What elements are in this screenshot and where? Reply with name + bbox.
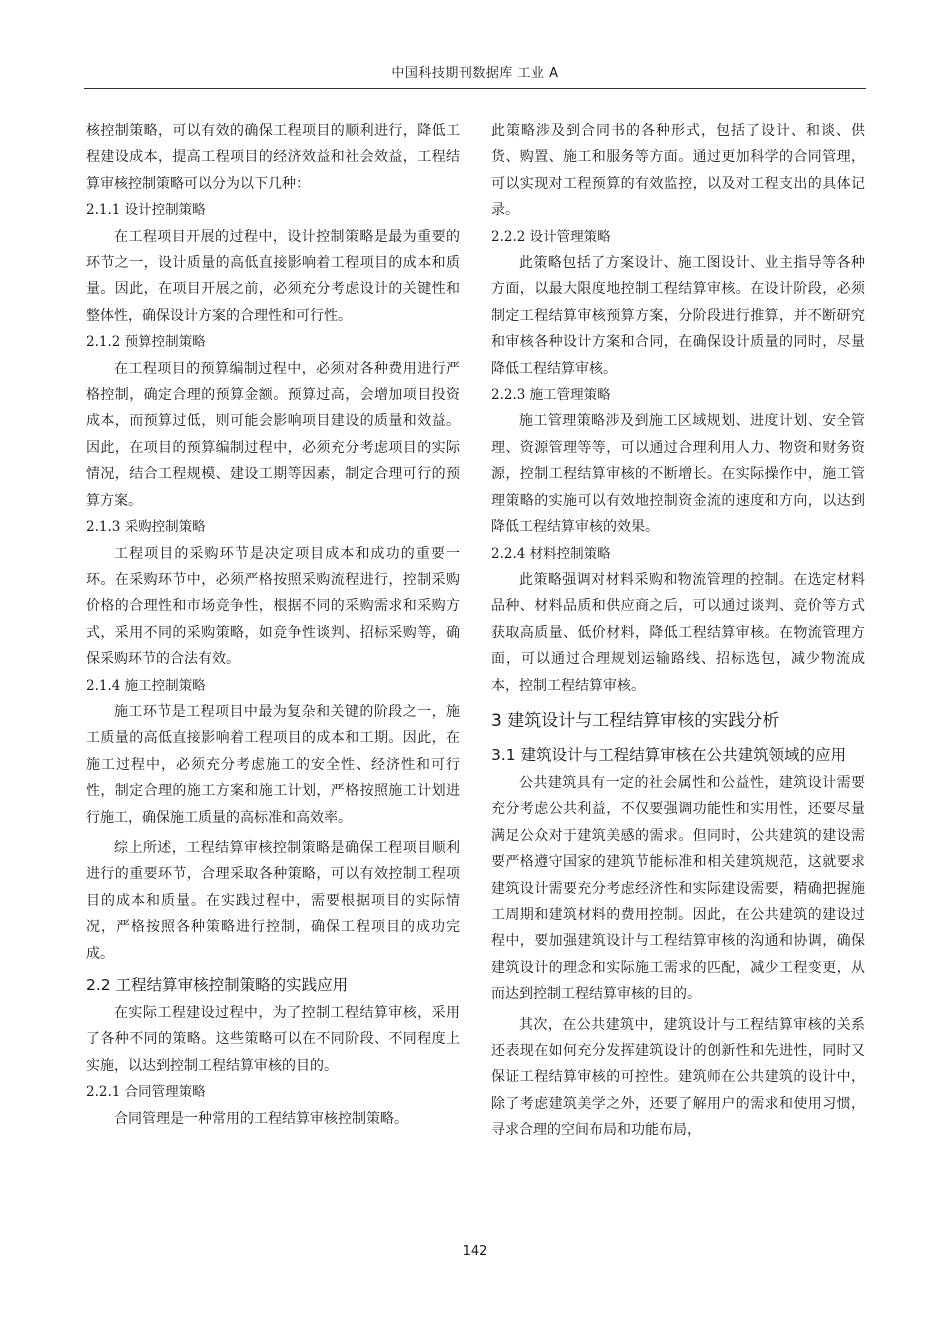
heading-2-1-1: 2.1.1 设计控制策略 bbox=[86, 202, 206, 219]
paragraph-material-control: 此策略强调对材料采购和物流管理的控制。在选定材料品种、材料品质和供应商之后，可以通过谈判、竞价等方式获取高质量、低价材料，降低工程结算审核。在物流管理方面，可以通过合理规划运输路线、招标选包，减少物流成本，控制工程结算审核。 bbox=[491, 571, 865, 694]
paragraph-public-buildings-second: 其次，在公共建筑中，建筑设计与工程结算审核的关系还表现在如何充分发挥建筑设计的创新性和先进性，同时又保证工程结算审核的可控性。建筑师在公共建筑的设计中，除了考虑建筑美学之外，还要了解用户的需求和使用习惯，寻求合理的空间布局和功能布局， bbox=[491, 1016, 865, 1139]
paragraph-procurement-control: 工程项目的采购环节是决定项目成本和成功的重要一环。在采购环节中，必须严格按照采购流程进行，控制采购价格的合理性和市场竞争性，根据不同的采购需求和采购方式，采用不同的采购策略，如竞争性谈判、招标采购等，确保采购环节的合法有效。 bbox=[86, 545, 460, 668]
heading-2-2: 2.2 工程结算审核控制策略的实践应用 bbox=[86, 976, 349, 994]
journal-header: 中国科技期刊数据库 工业 A bbox=[391, 66, 559, 81]
page-number: 142 bbox=[462, 1244, 488, 1259]
header-rule bbox=[84, 88, 866, 89]
paragraph-contract-management-continued: 此策略涉及到合同书的各种形式，包括了设计、和谈、供货、购置、施工和服务等方面。通过更加科学的合同管理，可以实现对工程预算的有效监控，以及对工程支出的具体记录。 bbox=[491, 123, 865, 219]
paragraph-summary: 综上所述，工程结算审核控制策略是确保工程项目顺利进行的重要环节，合理采取各种策略，可以有效控制工程项目的成本和质量。在实践过程中，需要根据项目的实际情况，严格按照各种策略进行控制，确保工程项目的成功完成。 bbox=[86, 839, 460, 962]
heading-2-1-4: 2.1.4 施工控制策略 bbox=[86, 677, 206, 694]
paragraph-practice: 在实际工程建设过程中，为了控制工程结算审核，采用了各种不同的策略。这些策略可以在不同阶段、不同程度上实施，以达到控制工程结算审核的目的。 bbox=[86, 1005, 460, 1074]
heading-2-2-4: 2.2.4 材料控制策略 bbox=[491, 545, 611, 562]
left-column bbox=[86, 118, 460, 1132]
heading-3-1: 3.1 建筑设计与工程结算审核在公共建筑领域的应用 bbox=[491, 745, 847, 764]
heading-2-2-3: 2.2.3 施工管理策略 bbox=[491, 387, 611, 404]
heading-2-2-2: 2.2.2 设计管理策略 bbox=[491, 228, 611, 245]
heading-2-1-2: 2.1.2 预算控制策略 bbox=[86, 334, 206, 351]
paragraph-public-buildings: 公共建筑具有一定的社会属性和公益性，建筑设计需要充分考虑公共利益，不仅要强调功能性和实用性，还要尽量满足公众对于建筑美感的需求。但同时，公共建筑的建设需要严格遵守国家的建筑节能标准和相关建筑规范，这就要求建筑设计需要充分考虑经济性和实际建设需要，精确把握施工周期和建筑材料的费用控制。因此，在公共建筑的建设过程中，要加强建筑设计与工程结算审核的沟通和协调，确保建筑设计的理念和实际施工需求的匹配，减少工程变更，从而达到控制工程结算审核的目的。 bbox=[491, 774, 865, 1003]
paragraph-contract-management: 合同管理是一种常用的工程结算审核控制策略。 bbox=[114, 1110, 408, 1127]
paragraph-design-control: 在工程项目开展的过程中，设计控制策略是最为重要的环节之一，设计质量的高低直接影响着工程项目的成本和质量。因此，在项目开展之前，必须充分考虑设计的关键性和整体性，确保设计方案的合理性和可行性。 bbox=[86, 228, 460, 324]
paragraph-construction-control: 施工环节是工程项目中最为复杂和关键的阶段之一，施工质量的高低直接影响着工程项目的成本和工期。因此，在施工过程中，必须充分考虑施工的安全性、经济性和可行性，制定合理的施工方案和施工计划，严格按照施工计划进行施工，确保施工质量的高标准和高效率。 bbox=[86, 703, 460, 826]
paragraph-budget-control: 在工程项目的预算编制过程中，必须对各种费用进行严格控制，确定合理的预算金额。预算过高，会增加项目投资成本，而预算过低，则可能会影响项目建设的质量和效益。因此，在项目的预算编制过程中，必须充分考虑项目的实际情况，结合工程规模、建设工期等因素，制定合理可行的预算方案。 bbox=[86, 360, 460, 509]
paragraph-intro-continued: 核控制策略，可以有效的确保工程项目的顺利进行，降低工程建设成本，提高工程项目的经济效益和社会效益，工程结算审核控制策略可以分为以下几种： bbox=[86, 123, 460, 192]
heading-2-1-3: 2.1.3 采购控制策略 bbox=[86, 519, 206, 536]
heading-2-2-1: 2.2.1 合同管理策略 bbox=[86, 1084, 206, 1101]
paragraph-design-management: 此策略包括了方案设计、施工图设计、业主指导等各种方面，以最大限度地控制工程结算审核。在设计阶段，必须制定工程结算审核预算方案，分阶段进行推算，并不断研究和审核各种设计方案和合同，在确保设计质量的同时，尽量降低工程结算审核。 bbox=[491, 255, 865, 377]
paragraph-construction-management: 施工管理策略涉及到施工区域规划、进度计划、安全管理、资源管理等等，可以通过合理利用人力、物资和财务资源，控制工程结算审核的不断增长。在实际操作中，施工管理策略的实施可以有效地控制资金流的速度和方向，以达到降低工程结算审核的效果。 bbox=[491, 413, 865, 536]
heading-3: 3 建筑设计与工程结算审核的实践分析 bbox=[491, 710, 780, 731]
right-column bbox=[491, 118, 865, 1144]
